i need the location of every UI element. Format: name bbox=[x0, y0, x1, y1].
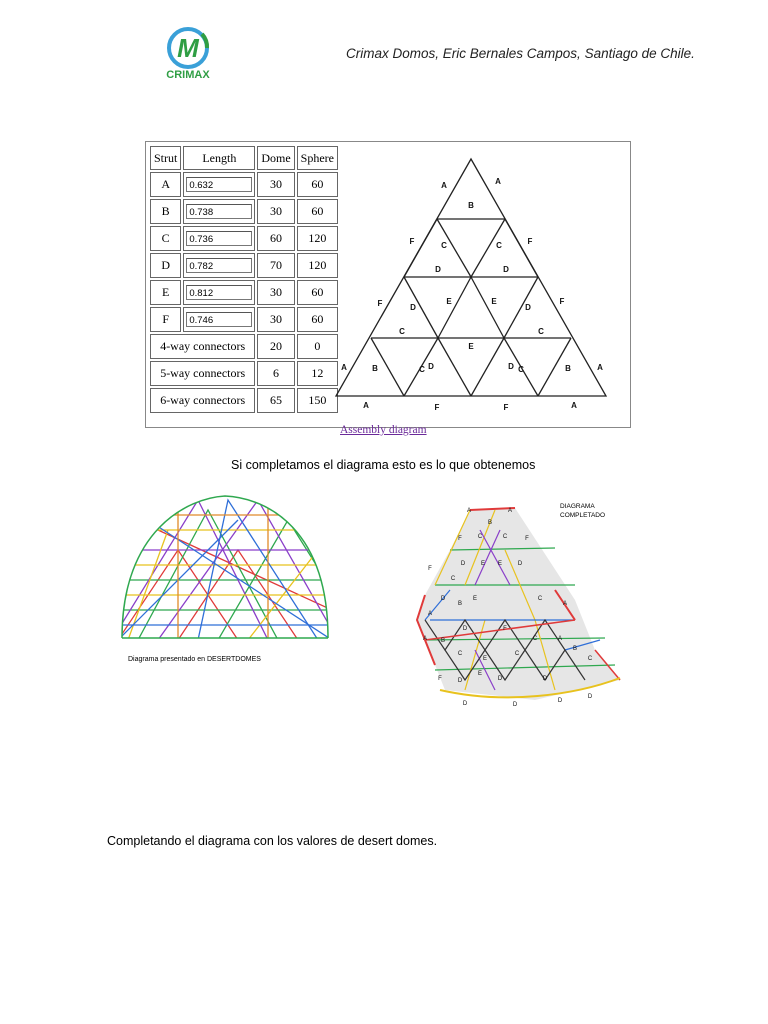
connector-row bbox=[150, 361, 338, 386]
dome-count: 30 bbox=[257, 307, 294, 332]
table-row bbox=[150, 307, 338, 332]
svg-text:D: D bbox=[508, 362, 514, 371]
dome-caption: Diagrama presentado en DESERTDOMES bbox=[128, 656, 261, 663]
sphere-count: 12 bbox=[297, 361, 338, 386]
sphere-count: 60 bbox=[297, 280, 338, 305]
header-sphere: Sphere bbox=[297, 146, 338, 170]
svg-text:A: A bbox=[571, 401, 577, 410]
svg-text:A: A bbox=[441, 181, 447, 190]
svg-text:D: D bbox=[462, 701, 468, 707]
strut-name: B bbox=[150, 199, 181, 224]
svg-text:F: F bbox=[438, 676, 442, 682]
svg-text:A: A bbox=[562, 601, 568, 607]
header-strut: Strut bbox=[150, 146, 181, 170]
dome-count: 20 bbox=[257, 334, 294, 359]
svg-text:E: E bbox=[446, 297, 452, 306]
svg-text:D: D bbox=[512, 702, 518, 708]
svg-text:E: E bbox=[491, 297, 497, 306]
dome-count: 6 bbox=[257, 361, 294, 386]
sphere-count: 120 bbox=[297, 253, 338, 278]
connector-row bbox=[150, 388, 338, 413]
caption-desert-domes: Completando el diagrama con los valores de desert domes. bbox=[107, 834, 438, 848]
logo-text: CRIMAX bbox=[166, 69, 210, 81]
svg-text:A: A bbox=[507, 508, 513, 514]
table-row bbox=[150, 172, 338, 197]
svg-text:C: C bbox=[496, 241, 502, 250]
logo-letter: M bbox=[177, 33, 199, 63]
svg-text:B: B bbox=[457, 601, 463, 607]
svg-text:D: D bbox=[503, 265, 509, 274]
header-length: Length bbox=[183, 146, 255, 170]
strut-name: E bbox=[150, 280, 181, 305]
strut-name: A bbox=[150, 172, 181, 197]
header-dome: Dome bbox=[257, 146, 294, 170]
dome-count: 70 bbox=[257, 253, 294, 278]
svg-text:F: F bbox=[559, 297, 565, 306]
svg-text:C: C bbox=[532, 636, 538, 642]
svg-text:F: F bbox=[525, 536, 529, 542]
svg-text:A: A bbox=[557, 636, 563, 642]
svg-text:A: A bbox=[341, 363, 347, 372]
svg-text:C: C bbox=[587, 656, 593, 662]
svg-text:C: C bbox=[537, 596, 543, 602]
svg-text:D: D bbox=[497, 676, 503, 682]
svg-text:F: F bbox=[527, 237, 533, 246]
svg-text:C: C bbox=[419, 365, 425, 374]
svg-text:C: C bbox=[538, 327, 544, 336]
sphere-count: 60 bbox=[297, 199, 338, 224]
connector-label: 5-way connectors bbox=[150, 361, 255, 386]
svg-text:C: C bbox=[457, 651, 463, 657]
length-input[interactable]: 0.738 bbox=[186, 204, 252, 219]
svg-text:C: C bbox=[502, 534, 508, 540]
svg-text:E: E bbox=[480, 561, 486, 567]
sphere-count: 0 bbox=[297, 334, 338, 359]
svg-text:C: C bbox=[399, 327, 405, 336]
table-row bbox=[150, 199, 338, 224]
strut-name: C bbox=[150, 226, 181, 251]
svg-text:E: E bbox=[482, 656, 488, 662]
svg-text:B: B bbox=[572, 646, 578, 652]
length-input[interactable]: 0.736 bbox=[186, 231, 252, 246]
crimax-logo bbox=[162, 24, 218, 82]
completed-label-line2: COMPLETADO bbox=[560, 512, 606, 519]
dome-count: 30 bbox=[257, 199, 294, 224]
desertdomes-dome-illustration bbox=[118, 490, 332, 670]
svg-text:F: F bbox=[434, 403, 440, 412]
svg-text:D: D bbox=[440, 596, 446, 602]
table-row bbox=[150, 226, 338, 251]
length-input[interactable]: 0.812 bbox=[186, 285, 252, 300]
sphere-count: 60 bbox=[297, 172, 338, 197]
svg-text:C: C bbox=[441, 241, 447, 250]
strut-calculator bbox=[145, 141, 631, 428]
sphere-count: 150 bbox=[297, 388, 338, 413]
svg-text:D: D bbox=[462, 626, 468, 632]
svg-text:B: B bbox=[468, 201, 474, 210]
assembly-diagram-link[interactable]: Assembly diagram bbox=[340, 424, 427, 436]
table-row bbox=[150, 280, 338, 305]
strut-name: D bbox=[150, 253, 181, 278]
svg-text:F: F bbox=[458, 536, 462, 542]
completed-diagram-illustration bbox=[405, 490, 640, 715]
svg-text:E: E bbox=[472, 596, 478, 602]
sphere-count: 120 bbox=[297, 226, 338, 251]
svg-text:D: D bbox=[460, 561, 466, 567]
svg-text:F: F bbox=[503, 626, 507, 632]
svg-text:A: A bbox=[363, 401, 369, 410]
svg-text:A: A bbox=[495, 177, 501, 186]
dome-count: 30 bbox=[257, 172, 294, 197]
length-input[interactable]: 0.632 bbox=[186, 177, 252, 192]
strut-table bbox=[148, 144, 340, 415]
svg-text:C: C bbox=[450, 576, 456, 582]
svg-text:E: E bbox=[477, 671, 483, 677]
svg-text:C: C bbox=[477, 534, 483, 540]
dome-count: 30 bbox=[257, 280, 294, 305]
svg-text:A: A bbox=[597, 363, 603, 372]
svg-text:F: F bbox=[503, 403, 509, 412]
svg-text:F: F bbox=[409, 237, 415, 246]
svg-text:C: C bbox=[514, 651, 520, 657]
svg-text:D: D bbox=[517, 561, 523, 567]
svg-text:E: E bbox=[468, 342, 474, 351]
svg-text:C: C bbox=[518, 365, 524, 374]
assembly-triangle-diagram bbox=[316, 144, 626, 424]
sphere-count: 60 bbox=[297, 307, 338, 332]
svg-text:D: D bbox=[410, 303, 416, 312]
svg-text:E: E bbox=[497, 561, 503, 567]
svg-text:B: B bbox=[372, 364, 378, 373]
connector-label: 4-way connectors bbox=[150, 334, 255, 359]
svg-text:F: F bbox=[377, 299, 383, 308]
svg-text:D: D bbox=[435, 265, 441, 274]
svg-text:F: F bbox=[428, 566, 432, 572]
completed-diagram-label bbox=[560, 502, 605, 520]
table-header-row bbox=[150, 146, 338, 170]
dome-count: 65 bbox=[257, 388, 294, 413]
table-row bbox=[150, 253, 338, 278]
svg-text:D: D bbox=[428, 362, 434, 371]
svg-text:B: B bbox=[440, 638, 446, 644]
svg-text:A: A bbox=[427, 611, 433, 617]
svg-text:D: D bbox=[542, 676, 548, 682]
svg-text:A: A bbox=[422, 636, 428, 642]
svg-text:D: D bbox=[457, 678, 463, 684]
length-input[interactable]: 0.746 bbox=[186, 312, 252, 327]
svg-text:D: D bbox=[557, 698, 563, 704]
connector-label: 6-way connectors bbox=[150, 388, 255, 413]
svg-text:A: A bbox=[466, 508, 472, 514]
completed-label-line1: DIAGRAMA bbox=[560, 503, 595, 510]
dome-count: 60 bbox=[257, 226, 294, 251]
caption-completed: Si completamos el diagrama esto es lo que obtenemos bbox=[231, 458, 536, 472]
connector-row bbox=[150, 334, 338, 359]
length-input[interactable]: 0.782 bbox=[186, 258, 252, 273]
svg-text:D: D bbox=[525, 303, 531, 312]
strut-name: F bbox=[150, 307, 181, 332]
svg-text:B: B bbox=[487, 520, 493, 526]
header-attribution: Crimax Domos, Eric Bernales Campos, Santiago de Chile. bbox=[346, 46, 695, 61]
svg-text:B: B bbox=[565, 364, 571, 373]
svg-text:D: D bbox=[587, 694, 593, 700]
